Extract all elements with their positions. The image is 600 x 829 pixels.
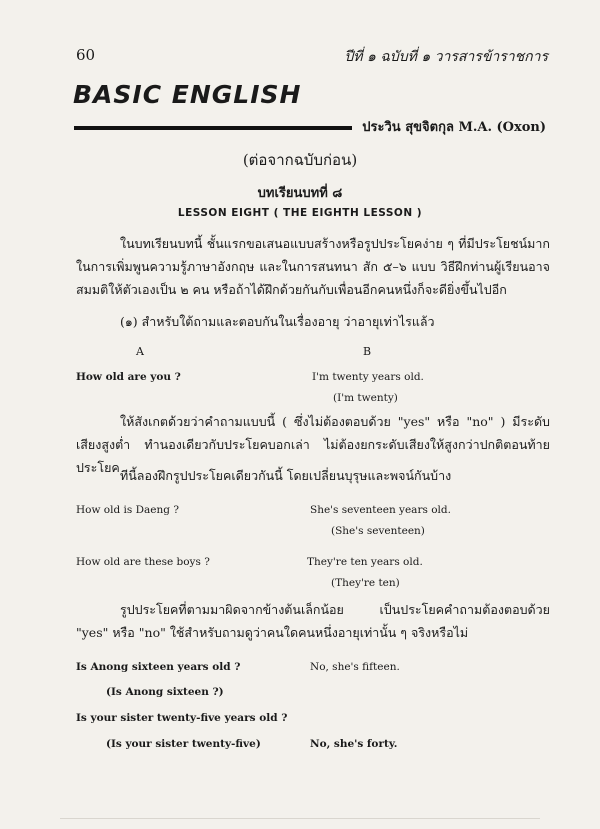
- example-2-short: (She's seventeen): [331, 525, 425, 537]
- lesson-heading-english: LESSON EIGHT ( THE EIGHTH LESSON ): [177, 207, 423, 219]
- title-rule: [74, 126, 352, 130]
- example-1-answer: I'm twenty years old.: [312, 371, 424, 383]
- example-4-question: Is Anong sixteen years old ?: [76, 661, 241, 673]
- lesson-heading-thai: บทเรียนบทที่ ๘: [257, 186, 343, 201]
- example-3-short: (They're ten): [331, 577, 400, 589]
- example-2-question: How old is Daeng ?: [76, 504, 179, 516]
- example-1-question: How old are you ?: [76, 371, 181, 383]
- page-number: 60: [76, 46, 96, 64]
- article-title: BASIC ENGLISH: [73, 80, 302, 109]
- column-b-label: B: [363, 345, 372, 358]
- note-3-paragraph: รูปประโยคที่ตามมาผิดจากข้างต้นเล็กน้อย เป็นประโยคคำถามต้องตอบด้วย "yes" หรือ "no" ใช้สำหรับถามดูว่าคนใดคนหนึ่งอายุเท่านั้น ๆ จริงหรือไม่: [76, 602, 550, 640]
- author-byline: ประวิน สุขจิตกุล M.A. (Oxon): [362, 120, 546, 135]
- example-5-question: Is your sister twenty-five years old ?: [76, 712, 288, 724]
- section-1-heading: (๑) สำหรับใต้ถามและตอบกันในเรื่องอายุ ว่าอายุเท่าไรแล้ว: [120, 314, 435, 329]
- example-1-short: (I'm twenty): [333, 392, 398, 404]
- example-5-short: (Is your sister twenty-five): [106, 738, 261, 750]
- running-title: ปีที่ ๑ ฉบับที่ ๑ วารสารข้าราชการ: [344, 49, 548, 65]
- example-3-answer: They're ten years old.: [307, 556, 423, 568]
- example-4-short: (Is Anong sixteen ?): [106, 686, 224, 698]
- example-3-question: How old are these boys ?: [76, 556, 210, 568]
- example-4-answer: No, she's fifteen.: [310, 661, 400, 673]
- example-2-answer: She's seventeen years old.: [310, 504, 451, 516]
- intro-paragraph: ในบทเรียนบทนี้ ชั้นแรกขอเสนอแบบสร้างหรือรูปประโยคง่าย ๆ ที่มีประโยชน์มากในการเพิ่มพูนความรู้ภาษาอังกฤษ และในการสนทนา สัก ๕–๖ แบบ วิธีฝึกท่านผู้เรียนอาจสมมติให้ตัวเองเป็น ๒ คน หรือถ้าได้ฝึกด้วยกันกับเพื่อนอีกคนหนึ่งก็จะดียิ่งขึ้นไปอีก: [76, 236, 550, 297]
- continued-note: (ต่อจากฉบับก่อน): [242, 151, 358, 169]
- note-2-paragraph: ทีนี้ลองฝึกรูปประโยคเดียวกันนี้ โดยเปลี่ยนบุรุษและพจน์กันบ้าง: [120, 468, 452, 483]
- scan-edge-line: [60, 818, 540, 819]
- note-1-paragraph: ให้สังเกตด้วยว่าคำถามแบบนี้ ( ซึ่งไม่ต้องตอบด้วย "yes" หรือ "no" ) มีระดับเสียงสูงต่ำ ทำนองเดียวกับประโยคบอกเล่า ไม่ต้องยกระดับเสียงให้สูงกว่าปกติตอนท้ายประโยค: [76, 414, 550, 475]
- column-a-label: A: [136, 345, 144, 358]
- example-5-answer: No, she's forty.: [310, 738, 398, 750]
